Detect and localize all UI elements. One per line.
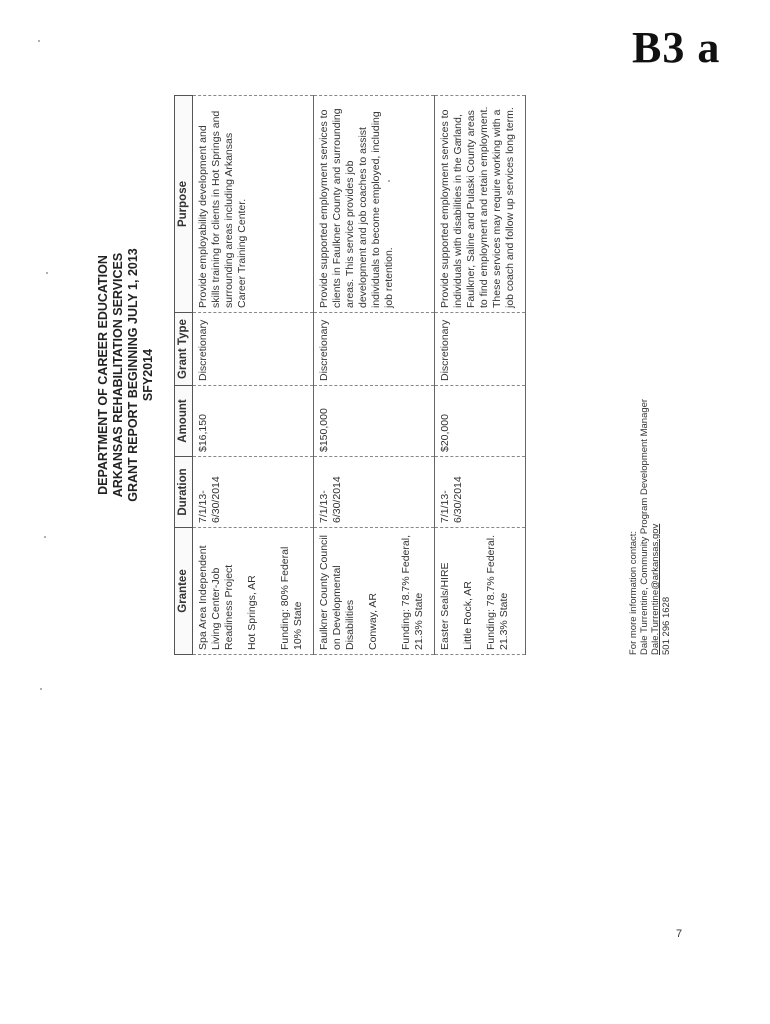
page-number: 7 (676, 928, 683, 940)
duration-start: 7/1/13- (439, 490, 451, 523)
contact-email-link[interactable]: Dale.Turrentine@arkansas.gov (650, 523, 661, 655)
amount-cell: $150,000 (314, 386, 435, 457)
report-heading (96, 95, 156, 655)
grantee-funding: Funding: 78.7% Federal, 21.3% State (400, 535, 425, 650)
duration-start: 7/1/13- (318, 490, 330, 523)
document-stamp: B3 a (632, 23, 721, 72)
scan-speck (46, 272, 48, 274)
column-header-grantee: Grantee (175, 528, 193, 655)
duration-end: 6/30/2014 (452, 476, 464, 523)
grantee-location: Hot Springs, AR (246, 575, 258, 650)
purpose-cell: Provide supported employment services to clients in Faulkner County and surrounding areas. This service provides job development and job coaches to assist individuals to become employed, including job retention. (314, 96, 435, 313)
heading-line-4: SFY2014 (141, 348, 155, 402)
duration-end: 6/30/2014 (210, 476, 222, 523)
table-row (314, 96, 435, 655)
duration-cell (314, 457, 435, 528)
contact-name: Dale Turrentine, Community Program Development Manager (639, 398, 650, 655)
grantee-funding: Funding: 78.7% Federal. 21.3% State (485, 535, 510, 650)
table-row (435, 96, 526, 655)
duration-end: 6/30/2014 (331, 476, 343, 523)
contact-intro: For more information contact: (628, 530, 639, 655)
contact-phone: 501 296 1628 (661, 596, 672, 655)
grantee-name: Spa Area Independent Living Center-Job Readiness Project (197, 545, 235, 650)
grant-table (174, 95, 526, 655)
grantee-cell (314, 528, 435, 655)
contact-info (628, 195, 672, 655)
amount-cell: $16,150 (193, 386, 314, 457)
scan-speck (44, 536, 46, 538)
purpose-cell: Provide supported employment services to individuals with disabilities in the Garland, Faulkner, Saline and Pulaski County areas to find employment and retain employment. These services may require working with a job coach and follow up services long term. (435, 96, 526, 313)
column-header-grant-type: Grant Type (175, 313, 193, 386)
grant-type-cell: Discretionary (193, 313, 314, 386)
heading-line-1: DEPARTMENT OF CAREER EDUCATION (96, 255, 110, 495)
duration-cell (193, 457, 314, 528)
duration-start: 7/1/13- (197, 490, 209, 523)
heading-line-2: ARKANSAS REHABILITATION SERVICES (111, 252, 125, 498)
grantee-name: Faulkner County Council on Developmental Disabilities (318, 535, 356, 650)
grant-type-cell: Discretionary (314, 313, 435, 386)
amount-cell: $20,000 (435, 386, 526, 457)
grantee-funding: Funding: 80% Federal 10% State (279, 546, 304, 650)
grantee-name: Easter Seals/HIRE (439, 562, 451, 650)
table-row (193, 96, 314, 655)
heading-line-3: GRANT REPORT BEGINNING JULY 1, 2013 (126, 248, 140, 502)
column-header-amount: Amount (175, 386, 193, 457)
table-header-row (175, 96, 193, 655)
duration-cell (435, 457, 526, 528)
grantee-location: Little Rock, AR (462, 581, 474, 650)
grantee-cell (435, 528, 526, 655)
purpose-cell: Provide employability development and skills training for clients in Hot Springs and surrounding areas including Arkansas Career Training Center. (193, 96, 314, 313)
column-header-duration: Duration (175, 457, 193, 528)
grant-type-cell: Discretionary (435, 313, 526, 386)
scan-speck (40, 688, 42, 690)
column-header-purpose: Purpose (175, 96, 193, 313)
grantee-cell (193, 528, 314, 655)
grantee-location: Conway, AR (367, 593, 379, 650)
rotated-page (96, 95, 736, 655)
scan-speck (38, 40, 40, 42)
